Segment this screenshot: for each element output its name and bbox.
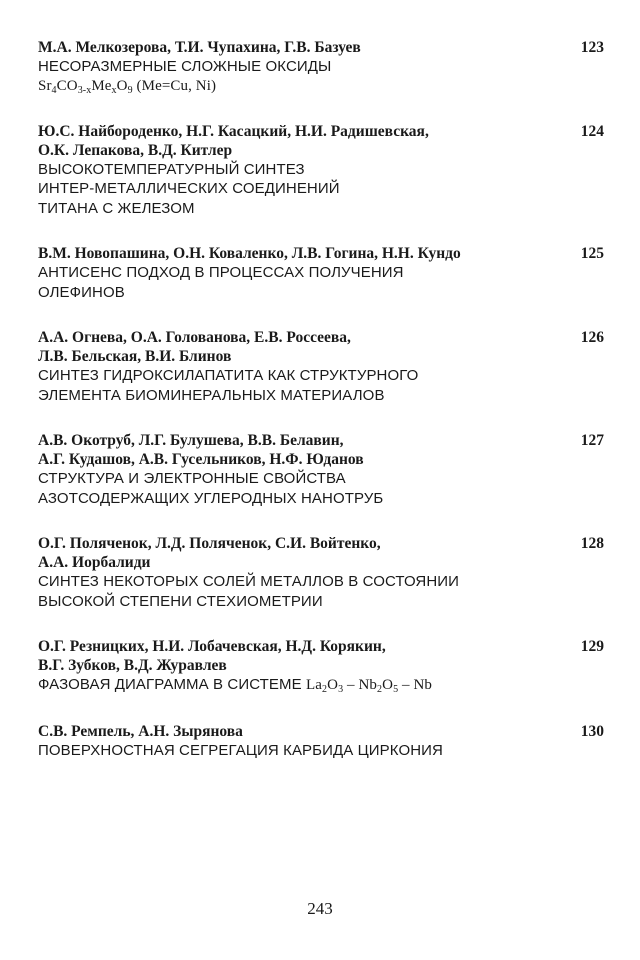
entry-page-number: 124 [580,122,604,140]
entry-authors [38,431,604,469]
author-line: Ю.С. Найбороденко, Н.Г. Касацкий, Н.И. Радишевская, [38,122,429,140]
chemical-formula: $Sr_4CO_{3-x}Me_xO_9$ (Me=Cu, Ni) [38,77,217,96]
contents-entry [38,534,604,611]
entry-authors [38,244,604,263]
author-line: А.А. Огнева, О.А. Голованова, Е.В. Россеева, [38,329,351,346]
contents-entry [38,244,604,302]
entry-page-number: 127 [580,432,604,449]
contents-entry [38,637,604,696]
author-line: А.Г. Кудашов, А.В. Гусельников, Н.Ф. Юданов [38,451,364,468]
title-line: ВЫСОКОЙ СТЕПЕНИ СТЕХИОМЕТРИИ [38,592,323,610]
author-line: Л.В. Бельская, В.И. Блинов [38,348,232,365]
title-line: ОЛЕФИНОВ [38,283,125,301]
title-line: ИНТЕР-МЕТАЛЛИЧЕСКИХ СОЕДИНЕНИЙ [38,180,340,197]
entry-authors [38,38,604,57]
entry-title [38,469,604,508]
title-line: ВЫСОКОТЕМПЕРАТУРНЫЙ СИНТЕЗ [38,160,305,178]
entry-title [38,263,604,302]
entry-page-number: 130 [580,722,604,740]
author-line: О.Г. Резницких, Н.И. Лобачевская, Н.Д. Корякин, [38,638,386,655]
author-line: В.М. Новопашина, О.Н. Коваленко, Л.В. Гогина, Н.Н. Кундо [38,245,461,262]
chemical-formula: $La_2O_3 - Nb_2O_5$ – Nb [305,677,433,695]
author-line: М.А. Мелкозерова, Т.И. Чупахина, Г.В. Базуев [38,39,361,56]
entry-page-number: 128 [580,535,604,552]
author-line: В.Г. Зубков, В.Д. Журавлев [38,657,227,674]
title-line: АНТИСЕНС ПОДХОД В ПРОЦЕССАХ ПОЛУЧЕНИЯ [38,264,404,281]
entry-title [38,741,604,761]
author-line: С.В. Ремпель, А.Н. Зырянова [38,722,243,740]
entry-authors [38,328,604,366]
title-line: СИНТЕЗ ГИДРОКСИЛАПАТИТА КАК СТРУКТУРНОГО [38,367,419,384]
page-folio-number: 243 [307,899,333,918]
title-line: ЭЛЕМЕНТА БИОМИНЕРАЛЬНЫХ МАТЕРИАЛОВ [38,386,385,404]
title-line: СИНТЕЗ НЕКОТОРЫХ СОЛЕЙ МЕТАЛЛОВ В СОСТОЯНИИ [38,573,460,590]
title-line: ТИТАНА С ЖЕЛЕЗОМ [38,199,195,217]
author-line: О.Г. Поляченок, Л.Д. Поляченок, С.И. Войтенко, [38,535,381,552]
contents-entry [38,38,604,96]
entry-page-number: 123 [580,39,604,56]
title-line: АЗОТСОДЕРЖАЩИХ УГЛЕРОДНЫХ НАНОТРУБ [38,489,384,507]
author-line: А.В. Окотруб, Л.Г. Булушева, В.В. Белавин, [38,432,344,449]
title-line: ПОВЕРХНОСТНАЯ СЕГРЕГАЦИЯ КАРБИДА ЦИРКОНИЯ [38,741,443,759]
entry-title [38,57,604,96]
entry-authors [38,122,604,160]
contents-entry [38,431,604,508]
contents-entry [38,722,604,761]
entry-title [38,572,604,611]
entry-title [38,675,604,696]
title-line: ФАЗОВАЯ ДИАГРАММА В СИСТЕМЕ $La_2O_3 - Nb_2O_5$ – Nb [38,676,433,695]
author-line: О.К. Лепакова, В.Д. Китлер [38,141,233,159]
entry-page-number: 125 [580,245,604,262]
author-line: А.А. Иорбалиди [38,554,151,571]
entry-authors [38,534,604,572]
entry-page-number: 129 [580,638,604,655]
contents-entry [38,122,604,219]
contents-entry [38,328,604,405]
entry-title [38,366,604,405]
title-line: СТРУКТУРА И ЭЛЕКТРОННЫЕ СВОЙСТВА [38,470,346,487]
entry-title [38,160,604,219]
entry-authors [38,637,604,675]
entry-page-number: 126 [580,329,604,346]
contents-list [38,38,604,786]
title-line: НЕСОРАЗМЕРНЫЕ СЛОЖНЫЕ ОКСИДЫ [38,58,332,75]
entry-authors [38,722,604,741]
